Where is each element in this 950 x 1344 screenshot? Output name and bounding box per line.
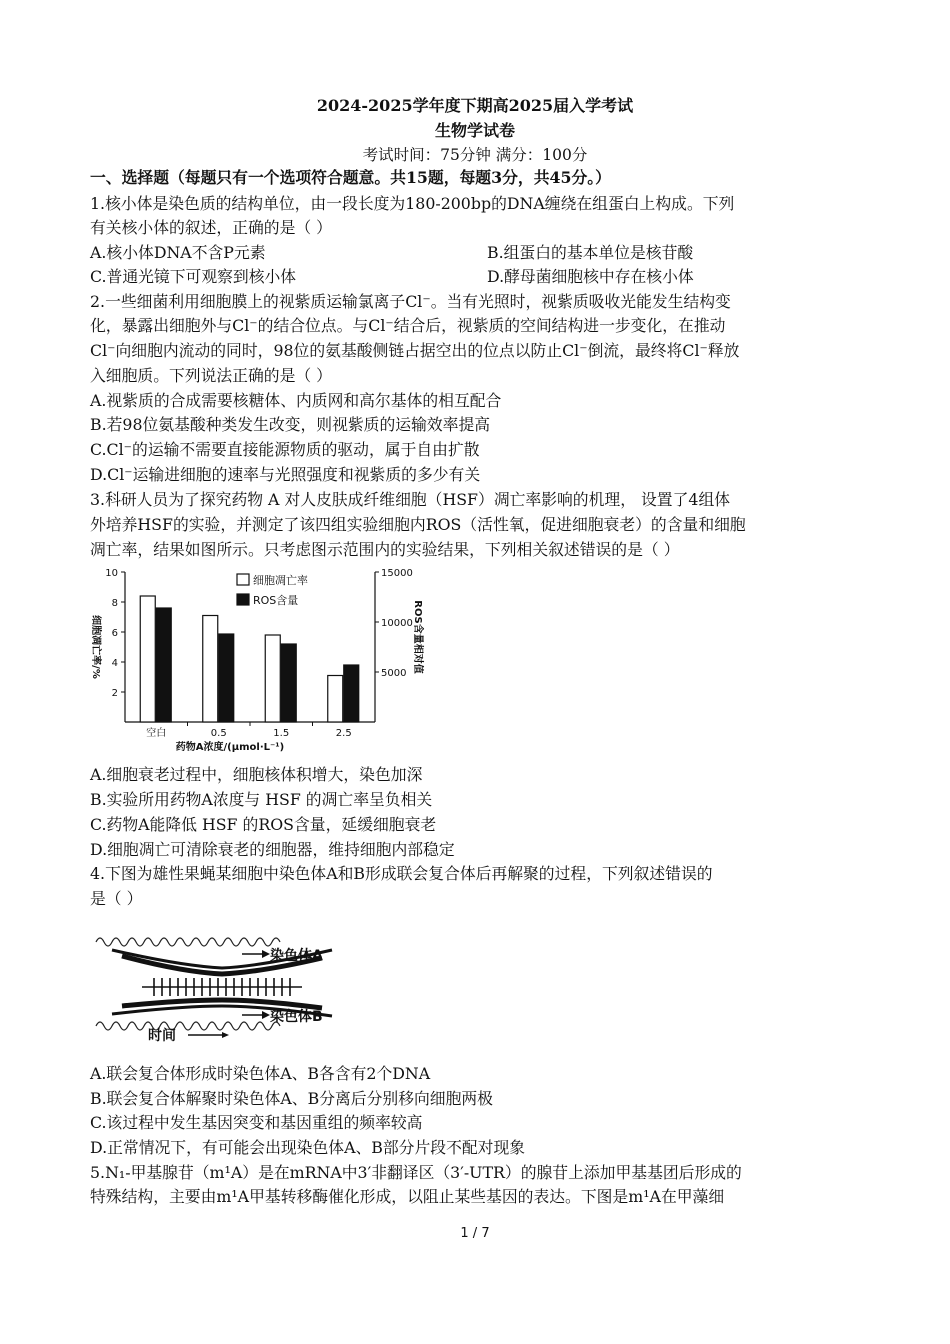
q4-stem-1: 4.下图为雄性果蝇某细胞中染色体A和B形成联会复合体后再解聚的过程，下列叙述错误的 [90, 864, 713, 883]
q3-stem-1: 3.科研人员为了探究药物 A 对人皮肤成纤维细胞（HSF）凋亡率影响的机理， 设置了4组体 [90, 490, 731, 509]
right-tick-label: 5000 [381, 668, 407, 679]
q4-option-a: A.联会复合体形成时染色体A、B各含有2个DNA [90, 1064, 431, 1083]
exam-info: 考试时间：75分钟 满分：100分 [362, 146, 588, 164]
bar-ros-content [344, 665, 359, 722]
synaptonemal-complex-figure [92, 926, 352, 1044]
q2-stem-2: 化，暴露出细胞外与Cl⁻的结合位点。与Cl⁻结合后，视紫质的空间结构进一步变化，在推动 [90, 316, 726, 335]
x-tick-label: 空白 [146, 728, 167, 739]
q3-bar-chart [85, 562, 435, 760]
q1-options-row1 [90, 241, 870, 265]
bar-apoptosis-rate [265, 635, 280, 722]
x-tick-label: 1.5 [273, 728, 290, 739]
bar-apoptosis-rate [203, 616, 218, 723]
bar-apoptosis-rate [140, 596, 155, 722]
q2-option-c: C.Cl⁻的运输不需要直接能源物质的驱动，属于自由扩散 [90, 440, 480, 459]
q4-option-b: B.联会复合体解聚时染色体A、B分离后分别移向细胞两极 [90, 1089, 493, 1108]
bar-apoptosis-rate [328, 676, 343, 723]
synaptonemal-ladder [142, 978, 302, 996]
label-time: 时间 [148, 1028, 176, 1044]
q3-option-b: B.实验所用药物A浓度与 HSF 的凋亡率呈负相关 [90, 790, 433, 809]
q3-option-a: A.细胞衰老过程中，细胞核体积增大，染色加深 [90, 765, 423, 784]
exam-title: 2024-2025学年度下期高2025届入学考试 [316, 96, 634, 115]
q3-stem-2: 外培养HSF的实验，并测定了该四组实验细胞内ROS（活性氧，促进细胞衰老）的含量和细胞 [90, 515, 746, 534]
y-axis-label-right: ROS含量相对值 [412, 600, 423, 674]
q1-option-b: B.组蛋白的基本单位是核苷酸 [487, 243, 694, 262]
q4-stem-2: 是（ ） [90, 889, 143, 908]
chart-bars [140, 574, 359, 722]
q2-option-d: D.Cl⁻运输进细胞的速率与光照强度和视紫质的多少有关 [90, 465, 481, 484]
right-tick-label: 15000 [381, 568, 413, 579]
q5-stem-1: 5.N₁-甲基腺苷（m¹A）是在mRNA中3′非翻译区（3′-UTR）的腺苷上添加甲基基团后形成的 [90, 1163, 742, 1182]
left-tick-label: 2 [111, 688, 118, 699]
q1-option-d: D.酵母菌细胞核中存在核小体 [487, 267, 694, 286]
q5-stem-2: 特殊结构，主要由m¹A甲基转移酶催化形成，以阻止某些基因的表达。下图是m¹A在甲藻细 [90, 1187, 725, 1206]
right-tick-label: 10000 [381, 618, 413, 629]
bar-ros-content [156, 608, 171, 722]
q4-option-c: C.该过程中发生基因突变和基因重组的频率较高 [90, 1113, 423, 1132]
page-number: 1 / 7 [460, 1226, 490, 1241]
q3-stem-3: 凋亡率，结果如图所示。只考虑图示范围内的实验结果，下列相关叙述错误的是（ ） [90, 540, 680, 559]
q2-stem-4: 入细胞质。下列说法正确的是（ ） [90, 366, 332, 385]
q4-option-d: D.正常情况下，有可能会出现染色体A、B部分片段不配对现象 [90, 1138, 526, 1157]
left-tick-label: 6 [111, 628, 118, 639]
q1-option-a: A.核小体DNA不含P元素 [90, 243, 266, 262]
q1-option-c: C.普通光镜下可观察到核小体 [90, 267, 297, 286]
bar-ros-content [219, 634, 234, 722]
q2-stem-3: Cl⁻向细胞内流动的同时，98位的氨基酸侧链占据空出的位点以防止Cl⁻倒流，最终将Cl⁻释放 [90, 341, 740, 360]
chromosome-a-coil [96, 938, 280, 946]
time-arrow-head [222, 1032, 229, 1038]
q3-option-c: C.药物A能降低 HSF 的ROS含量，延缓细胞衰老 [90, 815, 437, 834]
x-axis-label: 药物A浓度/(μmol·L⁻¹) [175, 742, 285, 753]
x-tick-label: 2.5 [335, 728, 352, 739]
left-tick-label: 10 [105, 568, 118, 579]
q1-stem-1: 1.核小体是染色质的结构单位，由一段长度为180-200bp的DNA缠绕在组蛋白上构成。下列 [90, 194, 735, 213]
q1-options-row2 [90, 265, 870, 289]
q2-option-a: A.视紫质的合成需要核糖体、内质网和高尔基体的相互配合 [90, 391, 502, 410]
q2-stem-1: 2.一些细菌利用细胞膜上的视紫质运输氯离子Cl⁻。当有光照时，视紫质吸收光能发生结构变 [90, 292, 731, 311]
legend-label: ROS含量 [253, 594, 299, 607]
legend-swatch [237, 594, 249, 605]
legend-swatch [237, 574, 249, 585]
arrow-b-head [262, 1011, 270, 1019]
y-axis-label-left: 细胞凋亡率/% [90, 615, 101, 679]
arrow-a-head [262, 950, 270, 958]
chromosome-b-coil [96, 1022, 280, 1030]
q2-option-b: B.若98位氨基酸种类发生改变，则视紫质的运输效率提高 [90, 415, 491, 434]
q3-option-d: D.细胞凋亡可清除衰老的细胞器，维持细胞内部稳定 [90, 840, 455, 859]
label-chromosome-b: 染色体B [270, 1009, 323, 1025]
left-tick-label: 4 [111, 658, 118, 669]
q1-stem-2: 有关核小体的叙述，正确的是（ ） [90, 218, 332, 237]
left-tick-label: 8 [111, 598, 118, 609]
legend-label: 细胞凋亡率 [253, 574, 308, 587]
label-chromosome-a: 染色体A [270, 948, 323, 964]
bar-ros-content [281, 644, 296, 722]
section-heading: 一、选择题（每题只有一个选项符合题意。共15题，每题3分，共45分。） [90, 168, 611, 187]
x-tick-label: 0.5 [210, 728, 227, 739]
exam-subject: 生物学试卷 [434, 121, 515, 140]
